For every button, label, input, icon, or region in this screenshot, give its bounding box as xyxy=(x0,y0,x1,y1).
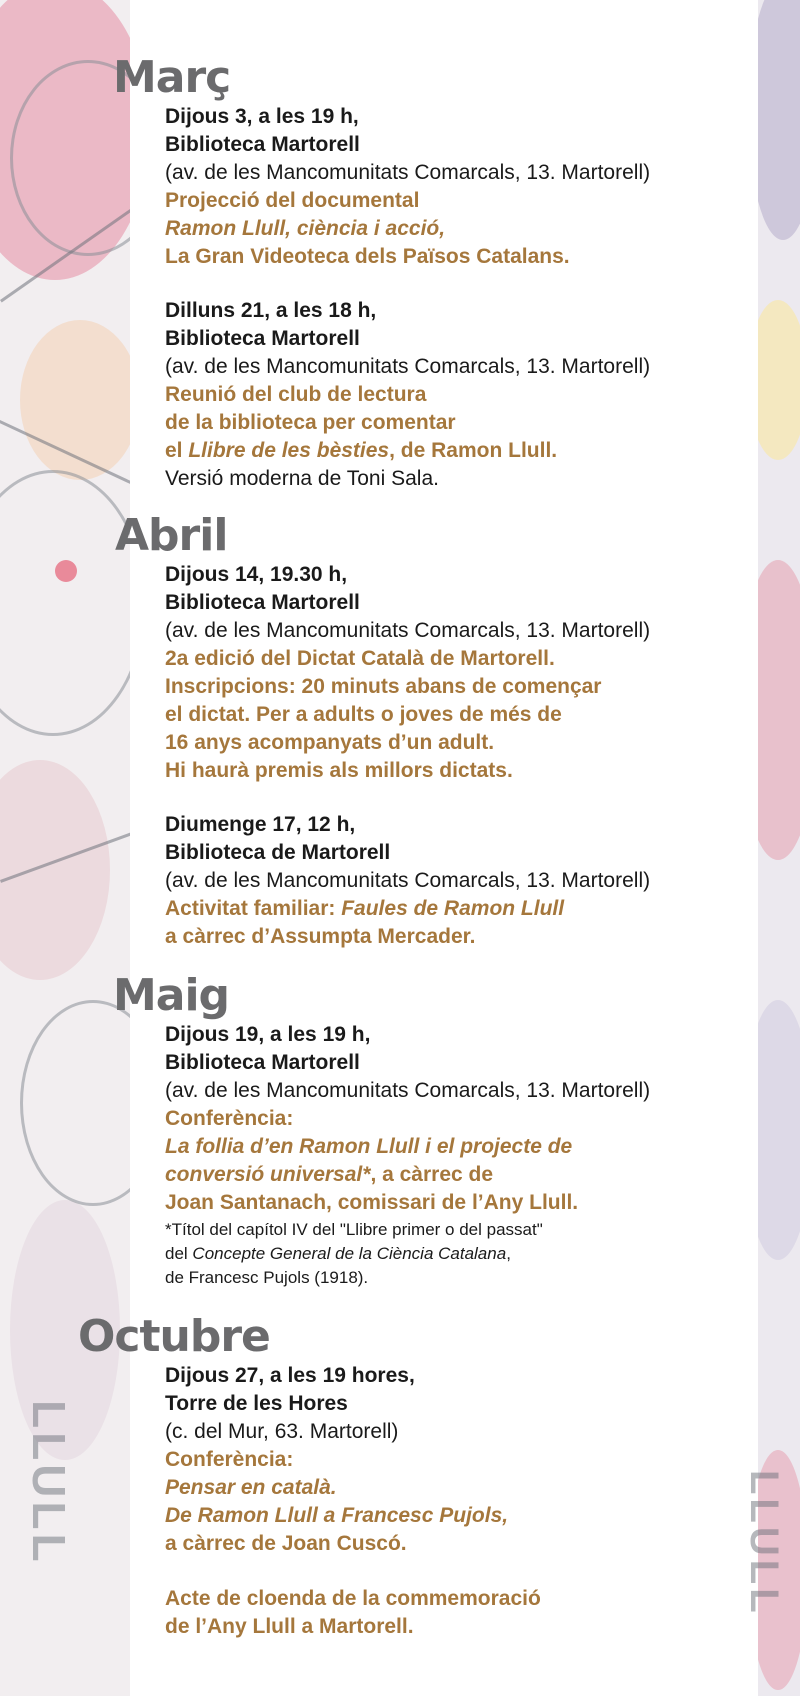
event-venue: Biblioteca Martorell xyxy=(165,327,360,350)
event-description: el dictat. Per a adults o joves de més de xyxy=(165,703,562,726)
event-description: de la biblioteca per comentar xyxy=(165,411,456,434)
lecture-title: Pensar en català. xyxy=(165,1476,337,1499)
event-address: (av. de les Mancomunitats Comarcals, 13. Martorell) xyxy=(165,355,651,378)
event-description: La Gran Videoteca dels Països Catalans. xyxy=(165,245,570,268)
event-description: a càrrec d’Assumpta Mercader. xyxy=(165,925,476,948)
event-venue: Biblioteca Martorell xyxy=(165,1051,360,1074)
lecture-title: De Ramon Llull a Francesc Pujols, xyxy=(165,1504,509,1527)
event-address: (av. de les Mancomunitats Comarcals, 13. Martorell) xyxy=(165,869,651,892)
event-description: Conferència: xyxy=(165,1107,294,1130)
signature-llull: LLULL xyxy=(23,1400,75,1566)
event-note: Versió moderna de Toni Sala. xyxy=(165,467,439,490)
event xyxy=(165,1362,755,1558)
event-description: Activitat familiar: xyxy=(165,897,342,920)
activity-title: Faules de Ramon Llull xyxy=(341,897,565,920)
month-heading: Octubre xyxy=(78,1311,270,1362)
event-address: (av. de les Mancomunitats Comarcals, 13. Martorell) xyxy=(165,161,651,184)
event-date: Dijous 14, 19.30 h, xyxy=(165,563,348,586)
event xyxy=(165,297,755,493)
event-description: a càrrec de Joan Cuscó. xyxy=(165,1532,407,1555)
event-description: Joan Santanach, comissari de l’Any Llull. xyxy=(165,1191,579,1214)
right-illustration-strip xyxy=(758,0,800,1696)
month-heading: Abril xyxy=(115,510,228,561)
event-address: (av. de les Mancomunitats Comarcals, 13. Martorell) xyxy=(165,1079,651,1102)
closing-note xyxy=(165,1585,755,1641)
event-date: Dijous 27, a les 19 hores, xyxy=(165,1364,415,1387)
event-description: Inscripcions: 20 minuts abans de començar xyxy=(165,675,602,698)
event-description: Hi haurà premis als millors dictats. xyxy=(165,759,513,782)
event-address: (av. de les Mancomunitats Comarcals, 13. Martorell) xyxy=(165,619,651,642)
event-venue: Biblioteca Martorell xyxy=(165,133,360,156)
event xyxy=(165,103,755,271)
footnote-title: Concepte General de la Ciència Catalana xyxy=(192,1244,507,1263)
event-description: el xyxy=(165,439,189,462)
month-heading: Maig xyxy=(113,970,230,1021)
footnote: del xyxy=(165,1244,193,1263)
lecture-title: La follia d’en Ramon Llull i el projecte de xyxy=(165,1135,573,1158)
closing-line: Acte de cloenda de la commemoració xyxy=(165,1587,541,1610)
event-description: , de Ramon Llull. xyxy=(389,439,558,462)
event-description: 16 anys acompanyats d’un adult. xyxy=(165,731,495,754)
book-title: Llibre de les bèsties xyxy=(188,439,390,462)
footnote: , xyxy=(506,1244,511,1263)
event-date: Diumenge 17, 12 h, xyxy=(165,813,356,836)
event xyxy=(165,1021,755,1290)
event-venue: Biblioteca de Martorell xyxy=(165,841,391,864)
event xyxy=(165,561,755,785)
month-heading: Març xyxy=(113,52,231,103)
event-venue: Biblioteca Martorell xyxy=(165,591,360,614)
event-date: Dilluns 21, a les 18 h, xyxy=(165,299,377,322)
footnote: de Francesc Pujols (1918). xyxy=(165,1268,369,1287)
event-description: Projecció del documental xyxy=(165,189,420,212)
lecture-title: conversió universal* xyxy=(165,1163,371,1186)
event-description: Conferència: xyxy=(165,1448,294,1471)
event-venue: Torre de les Hores xyxy=(165,1392,348,1415)
event-description: Ramon Llull, ciència i acció, xyxy=(165,217,446,240)
event-description: Reunió del club de lectura xyxy=(165,383,427,406)
footnote: *Títol del capítol IV del "Llibre primer o del passat" xyxy=(165,1220,543,1239)
event-date: Dijous 3, a les 19 h, xyxy=(165,105,359,128)
event-description: 2a edició del Dictat Català de Martorell. xyxy=(165,647,555,670)
signature-llull-right: LLULL xyxy=(742,1470,786,1617)
event-address: (c. del Mur, 63. Martorell) xyxy=(165,1420,399,1443)
event-description: , a càrrec de xyxy=(370,1163,494,1186)
event xyxy=(165,811,755,951)
event-date: Dijous 19, a les 19 h, xyxy=(165,1023,371,1046)
closing-line: de l’Any Llull a Martorell. xyxy=(165,1615,414,1638)
